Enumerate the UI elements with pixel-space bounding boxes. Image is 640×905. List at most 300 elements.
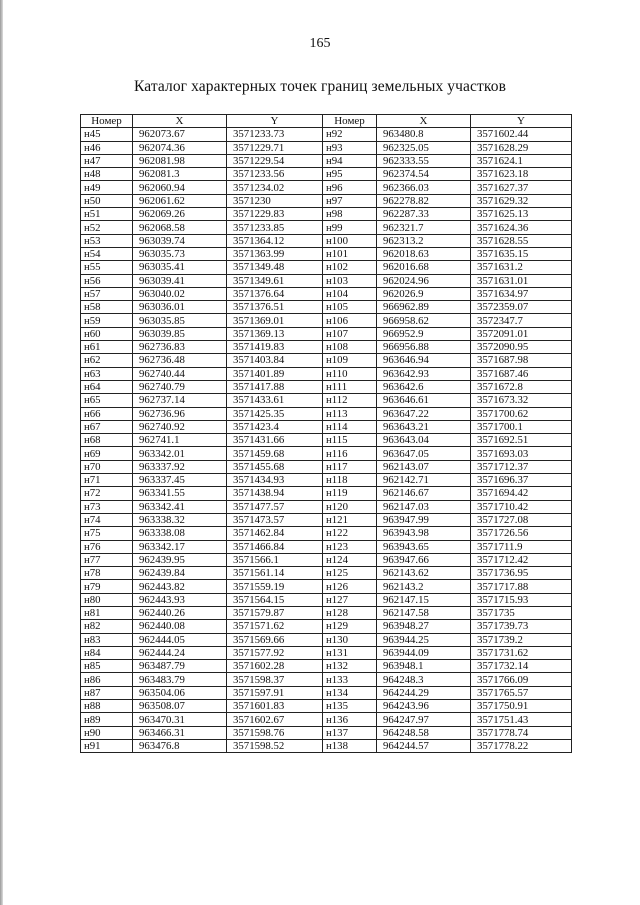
point-number-left: н64 [81, 380, 133, 393]
x-value-right: 963947.99 [377, 513, 471, 526]
x-value-left: 963470.31 [133, 713, 227, 726]
x-value-left: 963466.31 [133, 726, 227, 739]
y-value-right: 3571750.91 [471, 700, 572, 713]
table-row [81, 341, 572, 354]
table-row [81, 686, 572, 699]
y-value-left: 3571364.12 [227, 234, 323, 247]
y-value-right: 3571735 [471, 606, 572, 619]
point-number-right: н128 [323, 606, 377, 619]
y-value-left: 3571349.61 [227, 274, 323, 287]
point-number-right: н103 [323, 274, 377, 287]
table-row [81, 593, 572, 606]
point-number-left: н83 [81, 633, 133, 646]
header-y-left: Y [227, 115, 323, 128]
y-value-left: 3571569.66 [227, 633, 323, 646]
x-value-right: 964243.96 [377, 700, 471, 713]
point-number-right: н119 [323, 487, 377, 500]
y-value-left: 3571559.19 [227, 580, 323, 593]
x-value-left: 962440.26 [133, 606, 227, 619]
point-number-right: н100 [323, 234, 377, 247]
point-number-left: н48 [81, 168, 133, 181]
point-number-left: н70 [81, 460, 133, 473]
y-value-left: 3571229.83 [227, 208, 323, 221]
x-value-right: 963646.94 [377, 354, 471, 367]
point-number-left: н59 [81, 314, 133, 327]
point-number-left: н54 [81, 247, 133, 260]
table-row [81, 141, 572, 154]
x-value-right: 963948.1 [377, 660, 471, 673]
x-value-left: 963342.41 [133, 500, 227, 513]
x-value-right: 966958.62 [377, 314, 471, 327]
page-number: 165 [309, 36, 331, 51]
point-number-left: н57 [81, 287, 133, 300]
table-body [81, 128, 572, 753]
header-number-left: Номер [81, 115, 133, 128]
y-value-left: 3571363.99 [227, 247, 323, 260]
x-value-right: 964247.97 [377, 713, 471, 726]
y-value-right: 3571700.1 [471, 420, 572, 433]
x-value-left: 963342.17 [133, 540, 227, 553]
point-number-left: н50 [81, 194, 133, 207]
x-value-left: 962736.96 [133, 407, 227, 420]
point-number-left: н80 [81, 593, 133, 606]
point-number-right: н138 [323, 739, 377, 752]
y-value-right: 3571712.42 [471, 553, 572, 566]
table-row [81, 287, 572, 300]
y-value-left: 3571233.85 [227, 221, 323, 234]
y-value-left: 3571577.92 [227, 646, 323, 659]
y-value-right: 3572090.95 [471, 341, 572, 354]
table-row [81, 434, 572, 447]
point-number-left: н49 [81, 181, 133, 194]
y-value-left: 3571566.1 [227, 553, 323, 566]
y-value-left: 3571561.14 [227, 567, 323, 580]
table-row [81, 247, 572, 260]
x-value-right: 962143.62 [377, 567, 471, 580]
point-number-right: н114 [323, 420, 377, 433]
y-value-left: 3571229.71 [227, 141, 323, 154]
y-value-right: 3571732.14 [471, 660, 572, 673]
point-number-left: н82 [81, 620, 133, 633]
x-value-left: 963040.02 [133, 287, 227, 300]
y-value-right: 3571739.73 [471, 620, 572, 633]
y-value-right: 3571673.32 [471, 394, 572, 407]
y-value-right: 3571687.46 [471, 367, 572, 380]
point-number-left: н45 [81, 128, 133, 141]
y-value-right: 3571694.42 [471, 487, 572, 500]
x-value-right: 962146.67 [377, 487, 471, 500]
y-value-right: 3571631.2 [471, 261, 572, 274]
x-value-left: 962439.95 [133, 553, 227, 566]
table-row [81, 513, 572, 526]
x-value-left: 963039.41 [133, 274, 227, 287]
point-number-right: н111 [323, 380, 377, 393]
x-value-right: 963642.93 [377, 367, 471, 380]
point-number-right: н104 [323, 287, 377, 300]
y-value-right: 3571700.62 [471, 407, 572, 420]
point-number-left: н72 [81, 487, 133, 500]
table-row [81, 567, 572, 580]
y-value-left: 3571425.35 [227, 407, 323, 420]
point-number-right: н122 [323, 527, 377, 540]
y-value-right: 3571692.51 [471, 434, 572, 447]
table-row [81, 660, 572, 673]
x-value-left: 962081.3 [133, 168, 227, 181]
x-value-right: 963944.25 [377, 633, 471, 646]
x-value-left: 963487.79 [133, 660, 227, 673]
x-value-right: 963948.27 [377, 620, 471, 633]
point-number-left: н78 [81, 567, 133, 580]
y-value-right: 3571602.44 [471, 128, 572, 141]
table-row [81, 168, 572, 181]
x-value-right: 963643.21 [377, 420, 471, 433]
y-value-right: 3571634.97 [471, 287, 572, 300]
point-number-right: н126 [323, 580, 377, 593]
point-number-right: н118 [323, 474, 377, 487]
point-number-right: н97 [323, 194, 377, 207]
table-row [81, 301, 572, 314]
y-value-left: 3571417.88 [227, 380, 323, 393]
y-value-left: 3571349.48 [227, 261, 323, 274]
y-value-right: 3571631.01 [471, 274, 572, 287]
x-value-left: 963035.73 [133, 247, 227, 260]
point-number-left: н86 [81, 673, 133, 686]
y-value-right: 3571736.95 [471, 567, 572, 580]
y-value-left: 3571598.37 [227, 673, 323, 686]
point-number-left: н74 [81, 513, 133, 526]
y-value-left: 3571602.28 [227, 660, 323, 673]
y-value-right: 3571751.43 [471, 713, 572, 726]
point-number-left: н87 [81, 686, 133, 699]
x-value-right: 966952.9 [377, 327, 471, 340]
x-value-right: 962018.63 [377, 247, 471, 260]
point-number-left: н55 [81, 261, 133, 274]
header-y-right: Y [471, 115, 572, 128]
y-value-right: 3571731.62 [471, 646, 572, 659]
table-row [81, 367, 572, 380]
table-row [81, 261, 572, 274]
x-value-right: 962024.96 [377, 274, 471, 287]
x-value-left: 962740.79 [133, 380, 227, 393]
x-value-right: 962313.2 [377, 234, 471, 247]
y-value-left: 3571419.83 [227, 341, 323, 354]
point-number-left: н56 [81, 274, 133, 287]
x-value-right: 964248.58 [377, 726, 471, 739]
point-number-left: н66 [81, 407, 133, 420]
y-value-left: 3571462.84 [227, 527, 323, 540]
x-value-left: 962443.93 [133, 593, 227, 606]
point-number-left: н85 [81, 660, 133, 673]
y-value-left: 3571433.61 [227, 394, 323, 407]
y-value-right: 3571693.03 [471, 447, 572, 460]
point-number-right: н113 [323, 407, 377, 420]
y-value-right: 3571766.09 [471, 673, 572, 686]
y-value-right: 3571710.42 [471, 500, 572, 513]
y-value-right: 3571624.36 [471, 221, 572, 234]
y-value-left: 3571598.52 [227, 739, 323, 752]
x-value-right: 962143.07 [377, 460, 471, 473]
y-value-left: 3571401.89 [227, 367, 323, 380]
point-number-right: н137 [323, 726, 377, 739]
point-number-left: н77 [81, 553, 133, 566]
y-value-left: 3571473.57 [227, 513, 323, 526]
y-value-right: 3572347.7 [471, 314, 572, 327]
table-row [81, 354, 572, 367]
point-number-left: н53 [81, 234, 133, 247]
point-number-left: н62 [81, 354, 133, 367]
header-x-right: X [377, 115, 471, 128]
table-row [81, 407, 572, 420]
y-value-left: 3571233.56 [227, 168, 323, 181]
table-row [81, 221, 572, 234]
x-value-right: 962147.58 [377, 606, 471, 619]
point-number-right: н110 [323, 367, 377, 380]
y-value-right: 3571726.56 [471, 527, 572, 540]
x-value-left: 963341.55 [133, 487, 227, 500]
table-row [81, 739, 572, 752]
point-number-left: н69 [81, 447, 133, 460]
y-value-right: 3571727.08 [471, 513, 572, 526]
x-value-right: 962016.68 [377, 261, 471, 274]
x-value-right: 963480.8 [377, 128, 471, 141]
y-value-left: 3571376.64 [227, 287, 323, 300]
y-value-right: 3571778.74 [471, 726, 572, 739]
table-row [81, 234, 572, 247]
table-row [81, 460, 572, 473]
point-number-right: н107 [323, 327, 377, 340]
y-value-right: 3571627.37 [471, 181, 572, 194]
point-number-right: н109 [323, 354, 377, 367]
point-number-right: н115 [323, 434, 377, 447]
x-value-right: 963944.09 [377, 646, 471, 659]
point-number-right: н98 [323, 208, 377, 221]
y-value-right: 3571628.29 [471, 141, 572, 154]
point-number-left: н89 [81, 713, 133, 726]
x-value-left: 962737.14 [133, 394, 227, 407]
x-value-left: 962440.08 [133, 620, 227, 633]
point-number-right: н132 [323, 660, 377, 673]
x-value-right: 962278.82 [377, 194, 471, 207]
table-row [81, 194, 572, 207]
y-value-left: 3571602.67 [227, 713, 323, 726]
point-number-left: н90 [81, 726, 133, 739]
table-row [81, 500, 572, 513]
point-number-right: н136 [323, 713, 377, 726]
point-number-left: н71 [81, 474, 133, 487]
x-value-right: 962026.9 [377, 287, 471, 300]
x-value-left: 962074.36 [133, 141, 227, 154]
x-value-left: 963039.74 [133, 234, 227, 247]
table-row [81, 447, 572, 460]
y-value-right: 3571711.9 [471, 540, 572, 553]
y-value-left: 3571233.73 [227, 128, 323, 141]
x-value-left: 963338.32 [133, 513, 227, 526]
y-value-right: 3571624.1 [471, 154, 572, 167]
y-value-right: 3571628.55 [471, 234, 572, 247]
x-value-right: 962333.55 [377, 154, 471, 167]
x-value-left: 962061.62 [133, 194, 227, 207]
point-number-right: н95 [323, 168, 377, 181]
point-number-right: н93 [323, 141, 377, 154]
y-value-left: 3571564.15 [227, 593, 323, 606]
y-value-left: 3571597.91 [227, 686, 323, 699]
table-row [81, 527, 572, 540]
x-value-left: 963039.85 [133, 327, 227, 340]
table-row [81, 487, 572, 500]
table-row [81, 474, 572, 487]
y-value-left: 3571434.93 [227, 474, 323, 487]
x-value-right: 963943.98 [377, 527, 471, 540]
point-number-right: н116 [323, 447, 377, 460]
y-value-left: 3571431.66 [227, 434, 323, 447]
x-value-right: 964244.29 [377, 686, 471, 699]
x-value-left: 962439.84 [133, 567, 227, 580]
x-value-left: 962740.92 [133, 420, 227, 433]
x-value-left: 963476.8 [133, 739, 227, 752]
x-value-left: 963504.06 [133, 686, 227, 699]
y-value-left: 3571579.87 [227, 606, 323, 619]
x-value-left: 962444.05 [133, 633, 227, 646]
x-value-left: 962069.26 [133, 208, 227, 221]
table-row [81, 314, 572, 327]
point-number-right: н131 [323, 646, 377, 659]
x-value-right: 963643.04 [377, 434, 471, 447]
y-value-right: 3571765.57 [471, 686, 572, 699]
point-number-left: н67 [81, 420, 133, 433]
x-value-left: 962736.48 [133, 354, 227, 367]
table-row [81, 700, 572, 713]
point-number-left: н68 [81, 434, 133, 447]
y-value-right: 3571629.32 [471, 194, 572, 207]
point-number-right: н106 [323, 314, 377, 327]
point-number-right: н127 [323, 593, 377, 606]
y-value-left: 3571477.57 [227, 500, 323, 513]
table-row [81, 726, 572, 739]
point-number-right: н112 [323, 394, 377, 407]
x-value-right: 963943.65 [377, 540, 471, 553]
x-value-left: 963337.45 [133, 474, 227, 487]
x-value-left: 962060.94 [133, 181, 227, 194]
x-value-left: 962443.82 [133, 580, 227, 593]
x-value-left: 962740.44 [133, 367, 227, 380]
x-value-right: 964244.57 [377, 739, 471, 752]
point-number-right: н101 [323, 247, 377, 260]
y-value-right: 3571715.93 [471, 593, 572, 606]
x-value-left: 963508.07 [133, 700, 227, 713]
x-value-right: 962287.33 [377, 208, 471, 221]
x-value-right: 962143.2 [377, 580, 471, 593]
point-number-right: н134 [323, 686, 377, 699]
y-value-right: 3572091.01 [471, 327, 572, 340]
x-value-right: 962147.15 [377, 593, 471, 606]
x-value-right: 963647.22 [377, 407, 471, 420]
table-row [81, 646, 572, 659]
point-number-right: н117 [323, 460, 377, 473]
point-number-right: н135 [323, 700, 377, 713]
y-value-right: 3571712.37 [471, 460, 572, 473]
point-number-left: н88 [81, 700, 133, 713]
x-value-left: 963035.41 [133, 261, 227, 274]
table-row [81, 713, 572, 726]
point-number-right: н96 [323, 181, 377, 194]
y-value-right: 3571687.98 [471, 354, 572, 367]
x-value-left: 963036.01 [133, 301, 227, 314]
point-number-right: н92 [323, 128, 377, 141]
coordinates-table [80, 114, 572, 753]
y-value-right: 3571635.15 [471, 247, 572, 260]
y-value-right: 3571696.37 [471, 474, 572, 487]
x-value-right: 962321.7 [377, 221, 471, 234]
point-number-left: н65 [81, 394, 133, 407]
x-value-right: 962142.71 [377, 474, 471, 487]
y-value-left: 3571230 [227, 194, 323, 207]
y-value-right: 3571778.22 [471, 739, 572, 752]
y-value-left: 3571571.62 [227, 620, 323, 633]
point-number-left: н52 [81, 221, 133, 234]
table-row [81, 673, 572, 686]
table-row [81, 580, 572, 593]
x-value-left: 963337.92 [133, 460, 227, 473]
x-value-left: 962073.67 [133, 128, 227, 141]
x-value-right: 963647.05 [377, 447, 471, 460]
x-value-left: 962736.83 [133, 341, 227, 354]
point-number-right: н133 [323, 673, 377, 686]
x-value-left: 962081.98 [133, 154, 227, 167]
x-value-left: 963483.79 [133, 673, 227, 686]
point-number-left: н60 [81, 327, 133, 340]
x-value-right: 963646.61 [377, 394, 471, 407]
y-value-right: 3571717.88 [471, 580, 572, 593]
y-value-left: 3571438.94 [227, 487, 323, 500]
y-value-left: 3571234.02 [227, 181, 323, 194]
page-title: Каталог характерных точек границ земельных участков [134, 78, 506, 95]
table-row [81, 327, 572, 340]
y-value-right: 3571623.18 [471, 168, 572, 181]
x-value-left: 962068.58 [133, 221, 227, 234]
point-number-left: н75 [81, 527, 133, 540]
point-number-left: н47 [81, 154, 133, 167]
y-value-right: 3571625.13 [471, 208, 572, 221]
x-value-right: 962366.03 [377, 181, 471, 194]
point-number-left: н81 [81, 606, 133, 619]
x-value-left: 963342.01 [133, 447, 227, 460]
point-number-right: н99 [323, 221, 377, 234]
y-value-left: 3571466.84 [227, 540, 323, 553]
y-value-right: 3571739.2 [471, 633, 572, 646]
point-number-right: н130 [323, 633, 377, 646]
point-number-right: н120 [323, 500, 377, 513]
point-number-left: н46 [81, 141, 133, 154]
table-row [81, 208, 572, 221]
point-number-left: н79 [81, 580, 133, 593]
y-value-left: 3571423.4 [227, 420, 323, 433]
point-number-right: н102 [323, 261, 377, 274]
point-number-right: н94 [323, 154, 377, 167]
point-number-right: н124 [323, 553, 377, 566]
x-value-right: 964248.3 [377, 673, 471, 686]
point-number-left: н91 [81, 739, 133, 752]
x-value-right: 962325.05 [377, 141, 471, 154]
y-value-left: 3571455.68 [227, 460, 323, 473]
y-value-left: 3571601.83 [227, 700, 323, 713]
table-row [81, 540, 572, 553]
point-number-left: н51 [81, 208, 133, 221]
point-number-left: н58 [81, 301, 133, 314]
point-number-left: н73 [81, 500, 133, 513]
point-number-left: н63 [81, 367, 133, 380]
table-row [81, 394, 572, 407]
table-row [81, 274, 572, 287]
